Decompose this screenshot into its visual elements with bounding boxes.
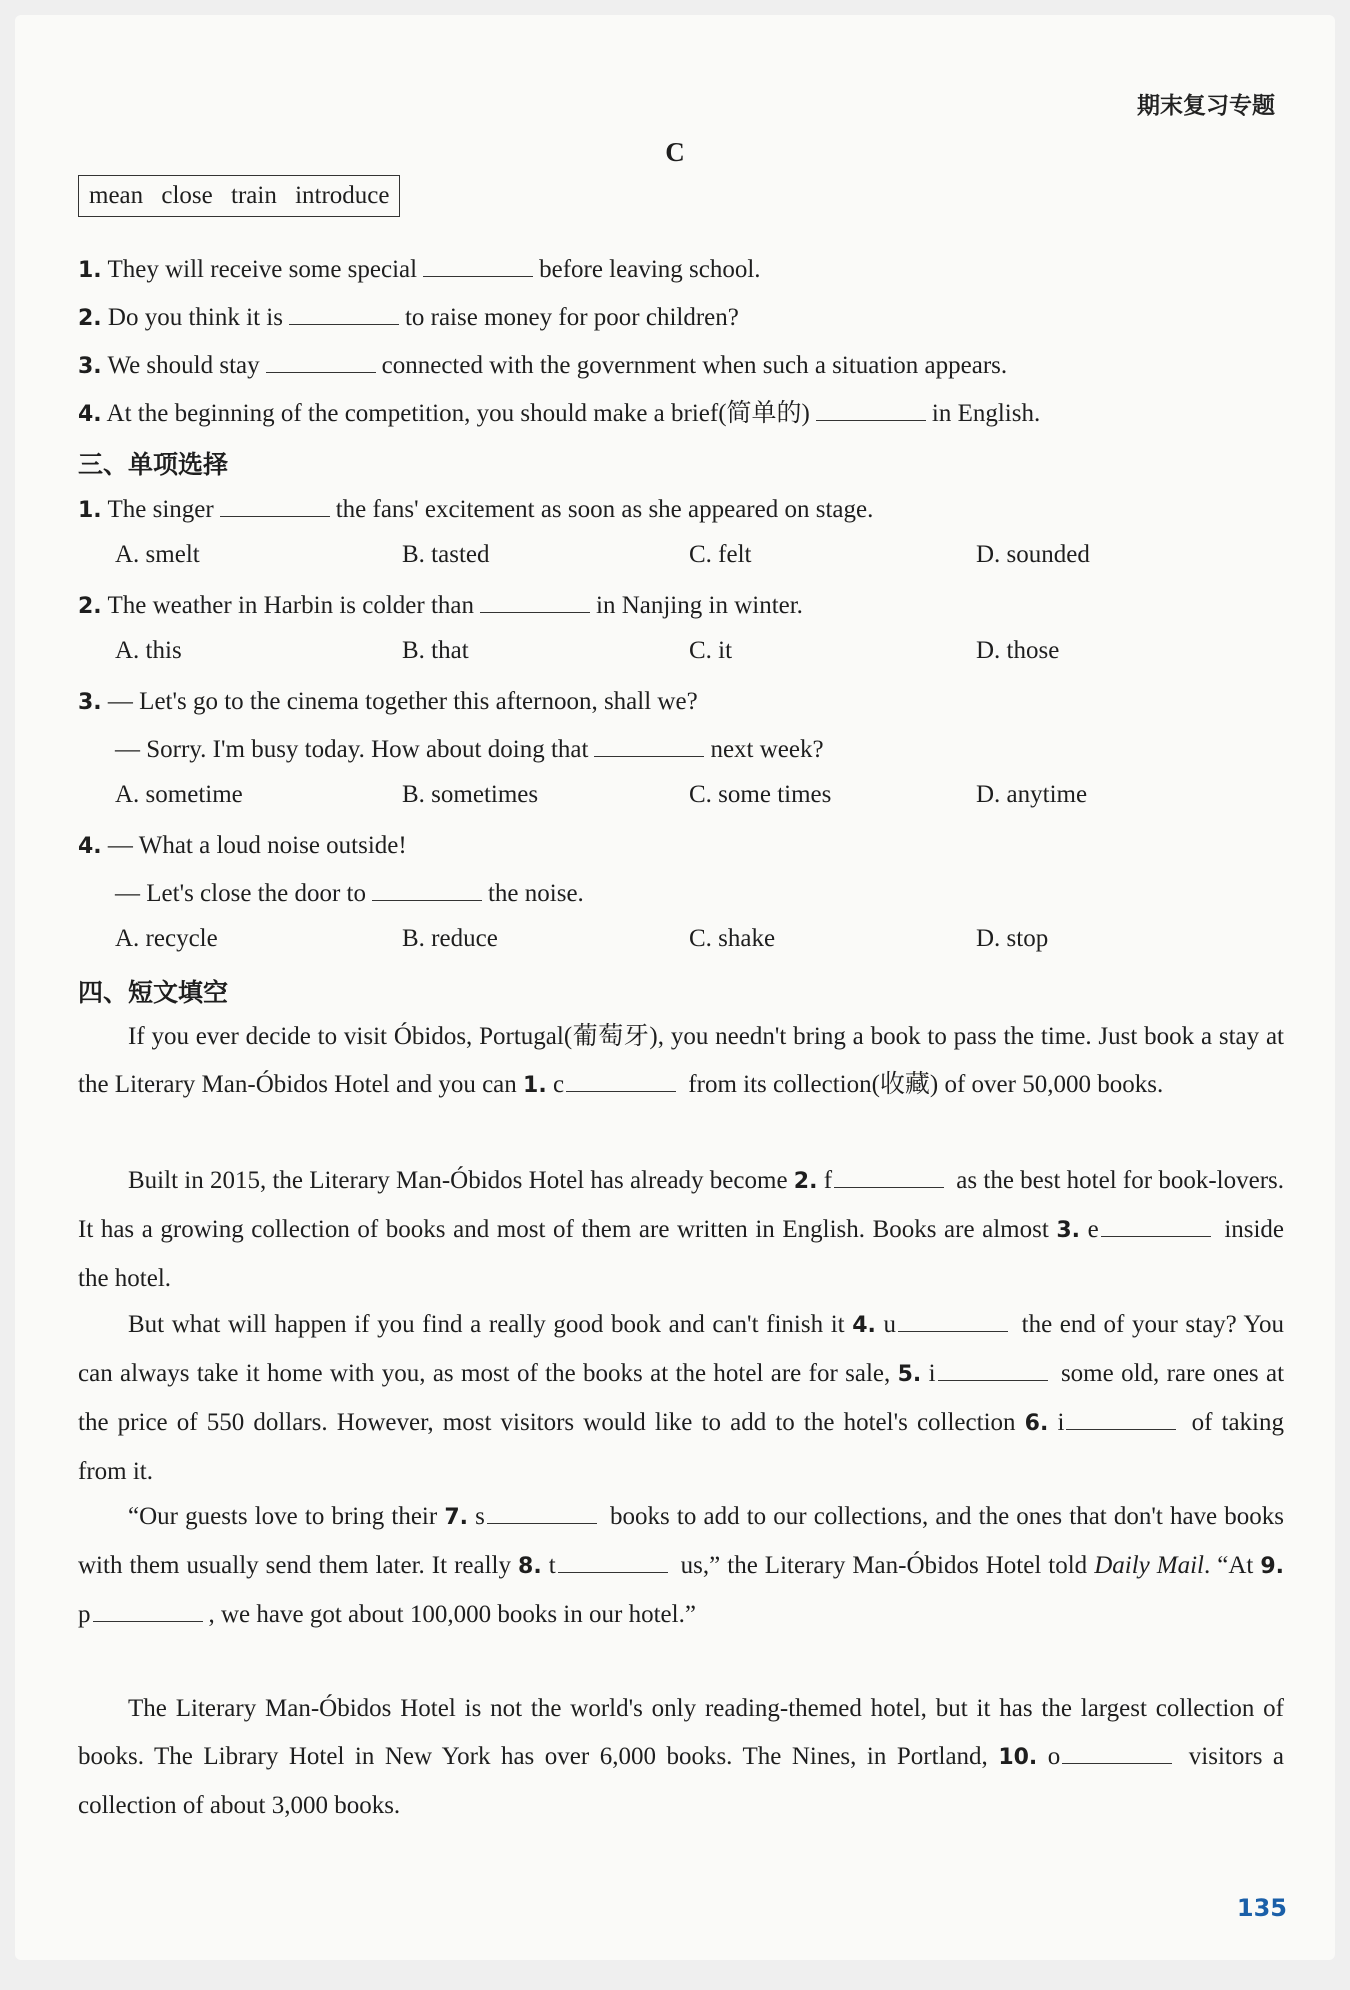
answer-blank[interactable]: [480, 590, 590, 613]
option-b[interactable]: B. tasted: [402, 541, 490, 568]
option-b[interactable]: B. that: [402, 637, 469, 664]
answer-blank[interactable]: [594, 734, 704, 757]
mc-question-4-reply: — Let's close the door to the noise.: [115, 880, 584, 907]
mc-question-1: 1. The singer the fans' excitement as soon as she appeared on stage.: [78, 496, 874, 523]
option-d[interactable]: D. anytime: [976, 781, 1088, 808]
answer-blank[interactable]: [487, 1501, 597, 1524]
option-b[interactable]: B. sometimes: [402, 781, 539, 808]
answer-blank[interactable]: [898, 1309, 1008, 1332]
mc-question-4: 4. — What a loud noise outside!: [78, 832, 407, 859]
answer-blank[interactable]: [938, 1358, 1048, 1381]
option-a[interactable]: A. smelt: [115, 541, 200, 568]
answer-blank[interactable]: [566, 1069, 676, 1092]
option-b[interactable]: B. reduce: [402, 925, 498, 952]
fill-item-1: 1. They will receive some special before leaving school.: [78, 256, 761, 283]
fill-item-4: 4. At the beginning of the competition, you should make a brief(简单的) in English.: [78, 400, 1041, 427]
option-c[interactable]: C. felt: [689, 541, 752, 568]
mc-question-3-reply: — Sorry. I'm busy today. How about doing that next week?: [115, 736, 824, 763]
option-d[interactable]: D. those: [976, 637, 1060, 664]
passage-paragraph-5: The Literary Man-Óbidos Hotel is not the world's only reading-themed hotel, but it has the largest collection of books. The Library Hotel in New York has over 6,000 books. The Nines, in Portland, 10. o visitors a collection of about 3,000 books.: [78, 1695, 1285, 1819]
option-c[interactable]: C. some times: [689, 781, 832, 808]
option-a[interactable]: A. this: [115, 637, 182, 664]
answer-blank[interactable]: [1101, 1214, 1211, 1237]
option-d[interactable]: D. sounded: [976, 541, 1090, 568]
option-a[interactable]: A. sometime: [115, 781, 243, 808]
answer-blank[interactable]: [1062, 1741, 1172, 1764]
word-box: mean close train introduce: [78, 175, 400, 217]
answer-blank[interactable]: [266, 350, 376, 373]
answer-blank[interactable]: [834, 1165, 944, 1188]
option-c[interactable]: C. shake: [689, 925, 776, 952]
answer-blank[interactable]: [93, 1599, 203, 1622]
answer-blank[interactable]: [289, 302, 399, 325]
passage-paragraph-4: “Our guests love to bring their 7. s books to add to our collections, and the ones that don't have books with them usually send them later. It really 8. t us,” the Literary Man-Óbidos Hotel told Daily Mail. “At 9. p , we have got about 100,000 books in our hotel.”: [78, 1503, 1285, 1628]
section-heading-choice: 三、单项选择: [78, 450, 229, 479]
answer-blank[interactable]: [372, 878, 482, 901]
option-d[interactable]: D. stop: [976, 925, 1049, 952]
newspaper-name: Daily Mail: [1094, 1552, 1204, 1579]
fill-item-3: 3. We should stay connected with the government when such a situation appears.: [78, 352, 1008, 379]
mc-question-2: 2. The weather in Harbin is colder than in Nanjing in winter.: [78, 592, 803, 619]
passage-paragraph-3: But what will happen if you find a really good book and can't finish it 4. u the end of your stay? You can always take it home with you, as most of the books at the hotel are for sale, 5. i some old, rare ones at the price of 550 dollars. However, most visitors would like to add to the hotel's collection 6. i of taking from it.: [78, 1311, 1285, 1485]
section-letter: C: [665, 137, 685, 167]
section-heading-passage: 四、短文填空: [78, 978, 229, 1007]
passage-paragraph-1: If you ever decide to visit Óbidos, Portugal(葡萄牙), you needn't bring a book to pass the time. Just book a stay at the Literary Man-Óbidos Hotel and you can 1. c from its collection(收藏) of over 50,000 books.: [78, 1023, 1284, 1098]
fill-item-2: 2. Do you think it is to raise money for poor children?: [78, 304, 739, 331]
page-number: 135: [1236, 1894, 1287, 1922]
mc-question-3: 3. — Let's go to the cinema together this afternoon, shall we?: [78, 688, 698, 715]
worksheet-page: [15, 15, 1335, 1960]
header-tag: 期末复习专题: [1137, 93, 1275, 119]
answer-blank[interactable]: [423, 254, 533, 277]
option-c[interactable]: C. it: [689, 637, 733, 664]
answer-blank[interactable]: [1066, 1407, 1176, 1430]
answer-blank[interactable]: [816, 398, 926, 421]
passage-paragraph-2: Built in 2015, the Literary Man-Óbidos Hotel has already become 2. f as the best hotel for book-lovers. It has a growing collection of books and most of them are written in English. Books are almost 3. e inside the hotel.: [78, 1167, 1285, 1292]
option-a[interactable]: A. recycle: [115, 925, 218, 952]
answer-blank[interactable]: [558, 1550, 668, 1573]
answer-blank[interactable]: [220, 494, 330, 517]
